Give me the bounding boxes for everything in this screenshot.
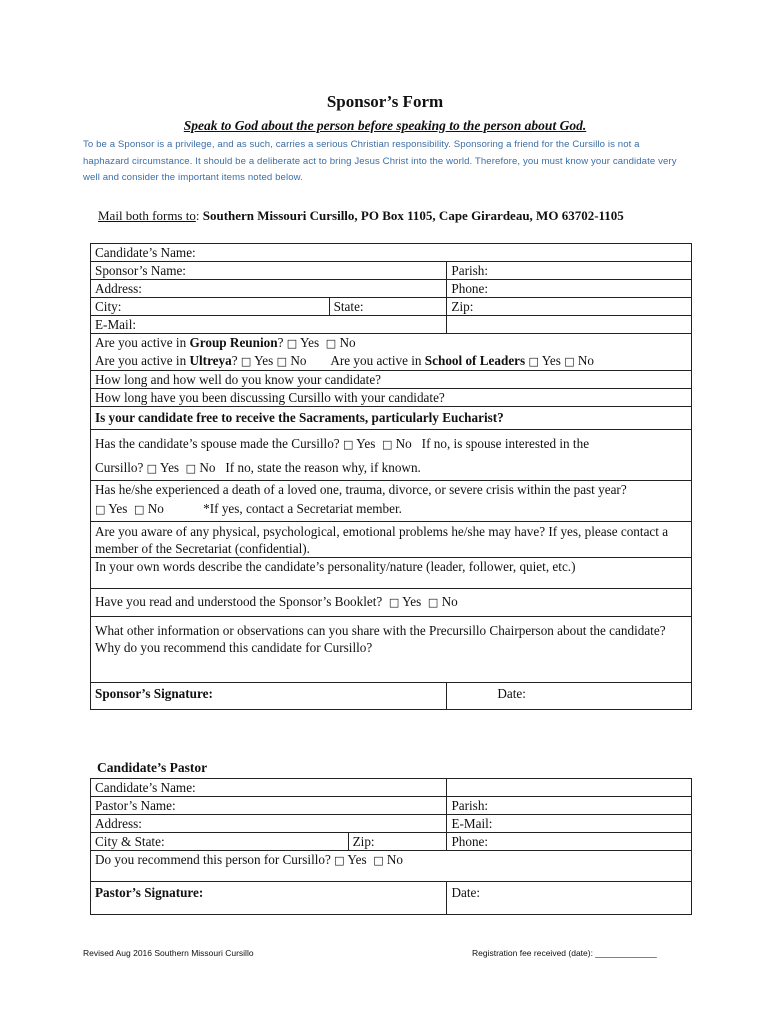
phone-label: Phone: — [451, 281, 489, 296]
city-label: City: — [95, 299, 122, 314]
own-words-field[interactable] — [91, 558, 692, 589]
pastor-section-heading: Candidate’s Pastor — [97, 760, 208, 775]
email-label: E-Mail: — [95, 317, 137, 332]
table-row — [91, 481, 692, 522]
checkbox-no[interactable]: □ — [564, 355, 575, 368]
question-text: Do you recommend this person for Cursillo? — [95, 852, 331, 867]
signature-label: Pastor’s Signature: — [95, 885, 204, 900]
date-label: Date: — [451, 885, 480, 900]
candidate-name-label: Candidate’s Name: — [95, 245, 196, 260]
no-label: No — [577, 353, 595, 368]
table-row — [91, 833, 692, 851]
yes-label: Yes — [108, 501, 128, 516]
zip-label: Zip: — [451, 299, 474, 314]
question-bold-text: School of Leaders — [424, 353, 526, 368]
state-field[interactable] — [329, 298, 447, 316]
yes-label: Yes — [159, 460, 180, 475]
table-row — [91, 430, 692, 481]
city-state-label: City & State: — [95, 834, 165, 849]
table-row — [91, 558, 692, 589]
parish-label: Parish: — [451, 798, 489, 813]
question-text: How long and how well do you know your candidate? — [95, 372, 382, 387]
yes-label: Yes — [299, 335, 320, 350]
table-row — [91, 298, 692, 316]
question-bold-text: Group Reunion — [189, 335, 278, 350]
no-label: No — [199, 460, 216, 475]
sponsor-date-field[interactable] — [447, 683, 692, 710]
sponsor-name-field[interactable] — [91, 262, 447, 280]
yes-label: Yes — [254, 353, 274, 368]
empty-cell — [447, 779, 692, 797]
question-note: *If yes, contact a Secretariat member. — [203, 501, 402, 516]
page-title: Sponsor’s Form — [326, 92, 444, 111]
table-row — [91, 589, 692, 617]
question-text: What other information or observations can you share with the Precursillo Chairperson about the candidate? Why do you recommend this candidate for Cursillo? — [95, 623, 666, 655]
table-row — [91, 882, 692, 915]
question-text: How long have you been discussing Cursillo with your candidate? — [95, 390, 445, 405]
zip-field[interactable] — [447, 298, 692, 316]
candidate-name-label: Candidate’s Name: — [95, 780, 196, 795]
pastor-city-state-field[interactable] — [91, 833, 349, 851]
booklet-question — [91, 589, 692, 617]
mail-label: Mail both forms to — [98, 208, 196, 223]
question-text: Cursillo? — [95, 460, 144, 475]
yes-label: Yes — [356, 436, 376, 451]
checkbox-yes[interactable]: □ — [388, 596, 400, 609]
question-text: Is your candidate free to receive the Sacraments, particularly Eucharist? — [95, 410, 504, 425]
death-question — [91, 481, 692, 522]
table-row — [91, 815, 692, 833]
aware-question[interactable] — [91, 522, 692, 558]
no-label: No — [290, 353, 307, 368]
city-field[interactable] — [91, 298, 330, 316]
pastor-parish-field[interactable] — [447, 797, 692, 815]
question-text: Has he/she experienced a death of a loved one, trauma, divorce, or severe crisis within the past year? — [95, 482, 627, 497]
checkbox-yes[interactable]: □ — [342, 438, 354, 451]
parish-field[interactable] — [447, 262, 692, 280]
pastor-address-field[interactable] — [91, 815, 447, 833]
address-label: Address: — [95, 816, 142, 831]
pastor-form-table — [90, 778, 692, 915]
question-text: If no, state the reason why, if known. — [225, 460, 421, 475]
table-row — [91, 522, 692, 558]
table-row — [91, 334, 692, 371]
question-text: Are you active in — [330, 353, 425, 368]
sacraments-field[interactable] — [91, 407, 692, 430]
question-text: Are you active in — [95, 353, 190, 368]
group-reunion-question: Are you active in Group Reunion? □ Yes □ No Are you active in Ultreya? □ Yes □ No Are you active in School of Leaders □ Yes □ No — [91, 334, 692, 371]
table-row — [91, 262, 692, 280]
table-row — [91, 280, 692, 298]
question-text: Has the candidate’s spouse made the Cursillo? — [95, 436, 340, 451]
sponsor-form-table — [90, 243, 692, 710]
table-row — [91, 407, 692, 430]
email-field[interactable] — [91, 316, 447, 334]
checkbox-no[interactable]: □ — [185, 462, 197, 475]
how-long-know-field[interactable] — [91, 371, 692, 389]
pastor-email-field[interactable] — [447, 815, 692, 833]
question-text: If no, is spouse interested in the — [421, 436, 590, 451]
yes-label: Yes — [541, 353, 561, 368]
no-label: No — [395, 436, 412, 451]
empty-cell — [447, 316, 692, 334]
sponsor-name-label: Sponsor’s Name: — [95, 263, 186, 278]
pastor-zip-field[interactable] — [348, 833, 447, 851]
candidate-name-field[interactable] — [91, 244, 692, 262]
checkbox-yes[interactable]: □ — [528, 355, 539, 368]
pastor-name-label: Pastor’s Name: — [95, 798, 176, 813]
table-row — [91, 851, 692, 882]
no-label: No — [339, 335, 356, 350]
phone-field[interactable] — [447, 280, 692, 298]
pastor-phone-field[interactable] — [447, 833, 692, 851]
question-text: Are you active in — [95, 335, 190, 350]
table-row — [91, 617, 692, 683]
state-label: State: — [333, 299, 364, 314]
checkbox-no[interactable]: □ — [276, 355, 288, 368]
email-label: E-Mail: — [451, 816, 493, 831]
table-row — [91, 683, 692, 710]
other-info-field[interactable] — [91, 617, 692, 683]
pastor-signature-field[interactable] — [91, 882, 447, 915]
sponsor-signature-field[interactable] — [91, 683, 447, 710]
checkbox-no[interactable]: □ — [325, 337, 337, 350]
checkbox-yes[interactable]: □ — [95, 503, 106, 516]
checkbox-yes[interactable]: □ — [240, 355, 252, 368]
no-label: No — [147, 501, 164, 516]
checkbox-no[interactable]: □ — [373, 854, 384, 867]
checkbox-no[interactable]: □ — [427, 596, 439, 609]
address-label: Address: — [95, 281, 142, 296]
pastor-date-field[interactable] — [447, 882, 692, 915]
date-label: Date: — [497, 686, 526, 701]
yes-label: Yes — [347, 852, 367, 867]
zip-label: Zip: — [352, 834, 375, 849]
checkbox-yes[interactable]: □ — [146, 462, 158, 475]
no-label: No — [441, 594, 458, 609]
table-row — [91, 389, 692, 407]
pastor-candidate-name-field[interactable] — [91, 779, 447, 797]
pastor-name-field[interactable] — [91, 797, 447, 815]
table-row — [91, 371, 692, 389]
spouse-question — [91, 430, 692, 481]
address-field[interactable] — [91, 280, 447, 298]
question-text: Have you read and understood the Sponsor’s Booklet? — [95, 594, 383, 609]
yes-label: Yes — [402, 594, 422, 609]
how-long-discuss-field[interactable] — [91, 389, 692, 407]
question-text: Are you aware of any physical, psychological, emotional problems he/she may have? If yes, please contact a member of the Secretariat (confidential). — [95, 524, 669, 556]
parish-label: Parish: — [451, 263, 489, 278]
mail-address: Southern Missouri Cursillo, PO Box 1105, Cape Girardeau, MO 63702-1105 — [202, 208, 624, 223]
table-row — [91, 797, 692, 815]
table-row — [91, 779, 692, 797]
signature-label: Sponsor’s Signature: — [95, 686, 213, 701]
table-row — [91, 316, 692, 334]
question-bold-text: Ultreya — [189, 353, 232, 368]
no-label: No — [386, 852, 404, 867]
question-text: In your own words describe the candidate’s personality/nature (leader, follower, quiet, etc.) — [95, 559, 576, 574]
checkbox-no[interactable]: □ — [381, 438, 393, 451]
checkbox-no[interactable]: □ — [134, 503, 145, 516]
footer-registration-fee: Registration fee received (date): _____________ — [472, 948, 657, 958]
recommend-question — [91, 851, 692, 882]
mail-colon: : — [195, 208, 200, 223]
phone-label: Phone: — [451, 834, 489, 849]
checkbox-yes[interactable]: □ — [286, 337, 298, 350]
intro-paragraph: To be a Sponsor is a privilege, and as such, carries a serious Christian responsibility. Sponsoring a friend for the Cursillo is not a haphazard circumstance. It should be a deliberate act to bring Jesus Christ into the world. Therefore, you must know your candidate very well and consider the important items noted below. — [83, 139, 677, 183]
mail-instructions — [98, 208, 624, 224]
footer-revision: Revised Aug 2016 Southern Missouri Cursillo — [83, 948, 254, 958]
checkbox-yes[interactable]: □ — [334, 854, 345, 867]
table-row — [91, 244, 692, 262]
page-subtitle: Speak to God about the person before speaking to the person about God. — [183, 118, 587, 133]
